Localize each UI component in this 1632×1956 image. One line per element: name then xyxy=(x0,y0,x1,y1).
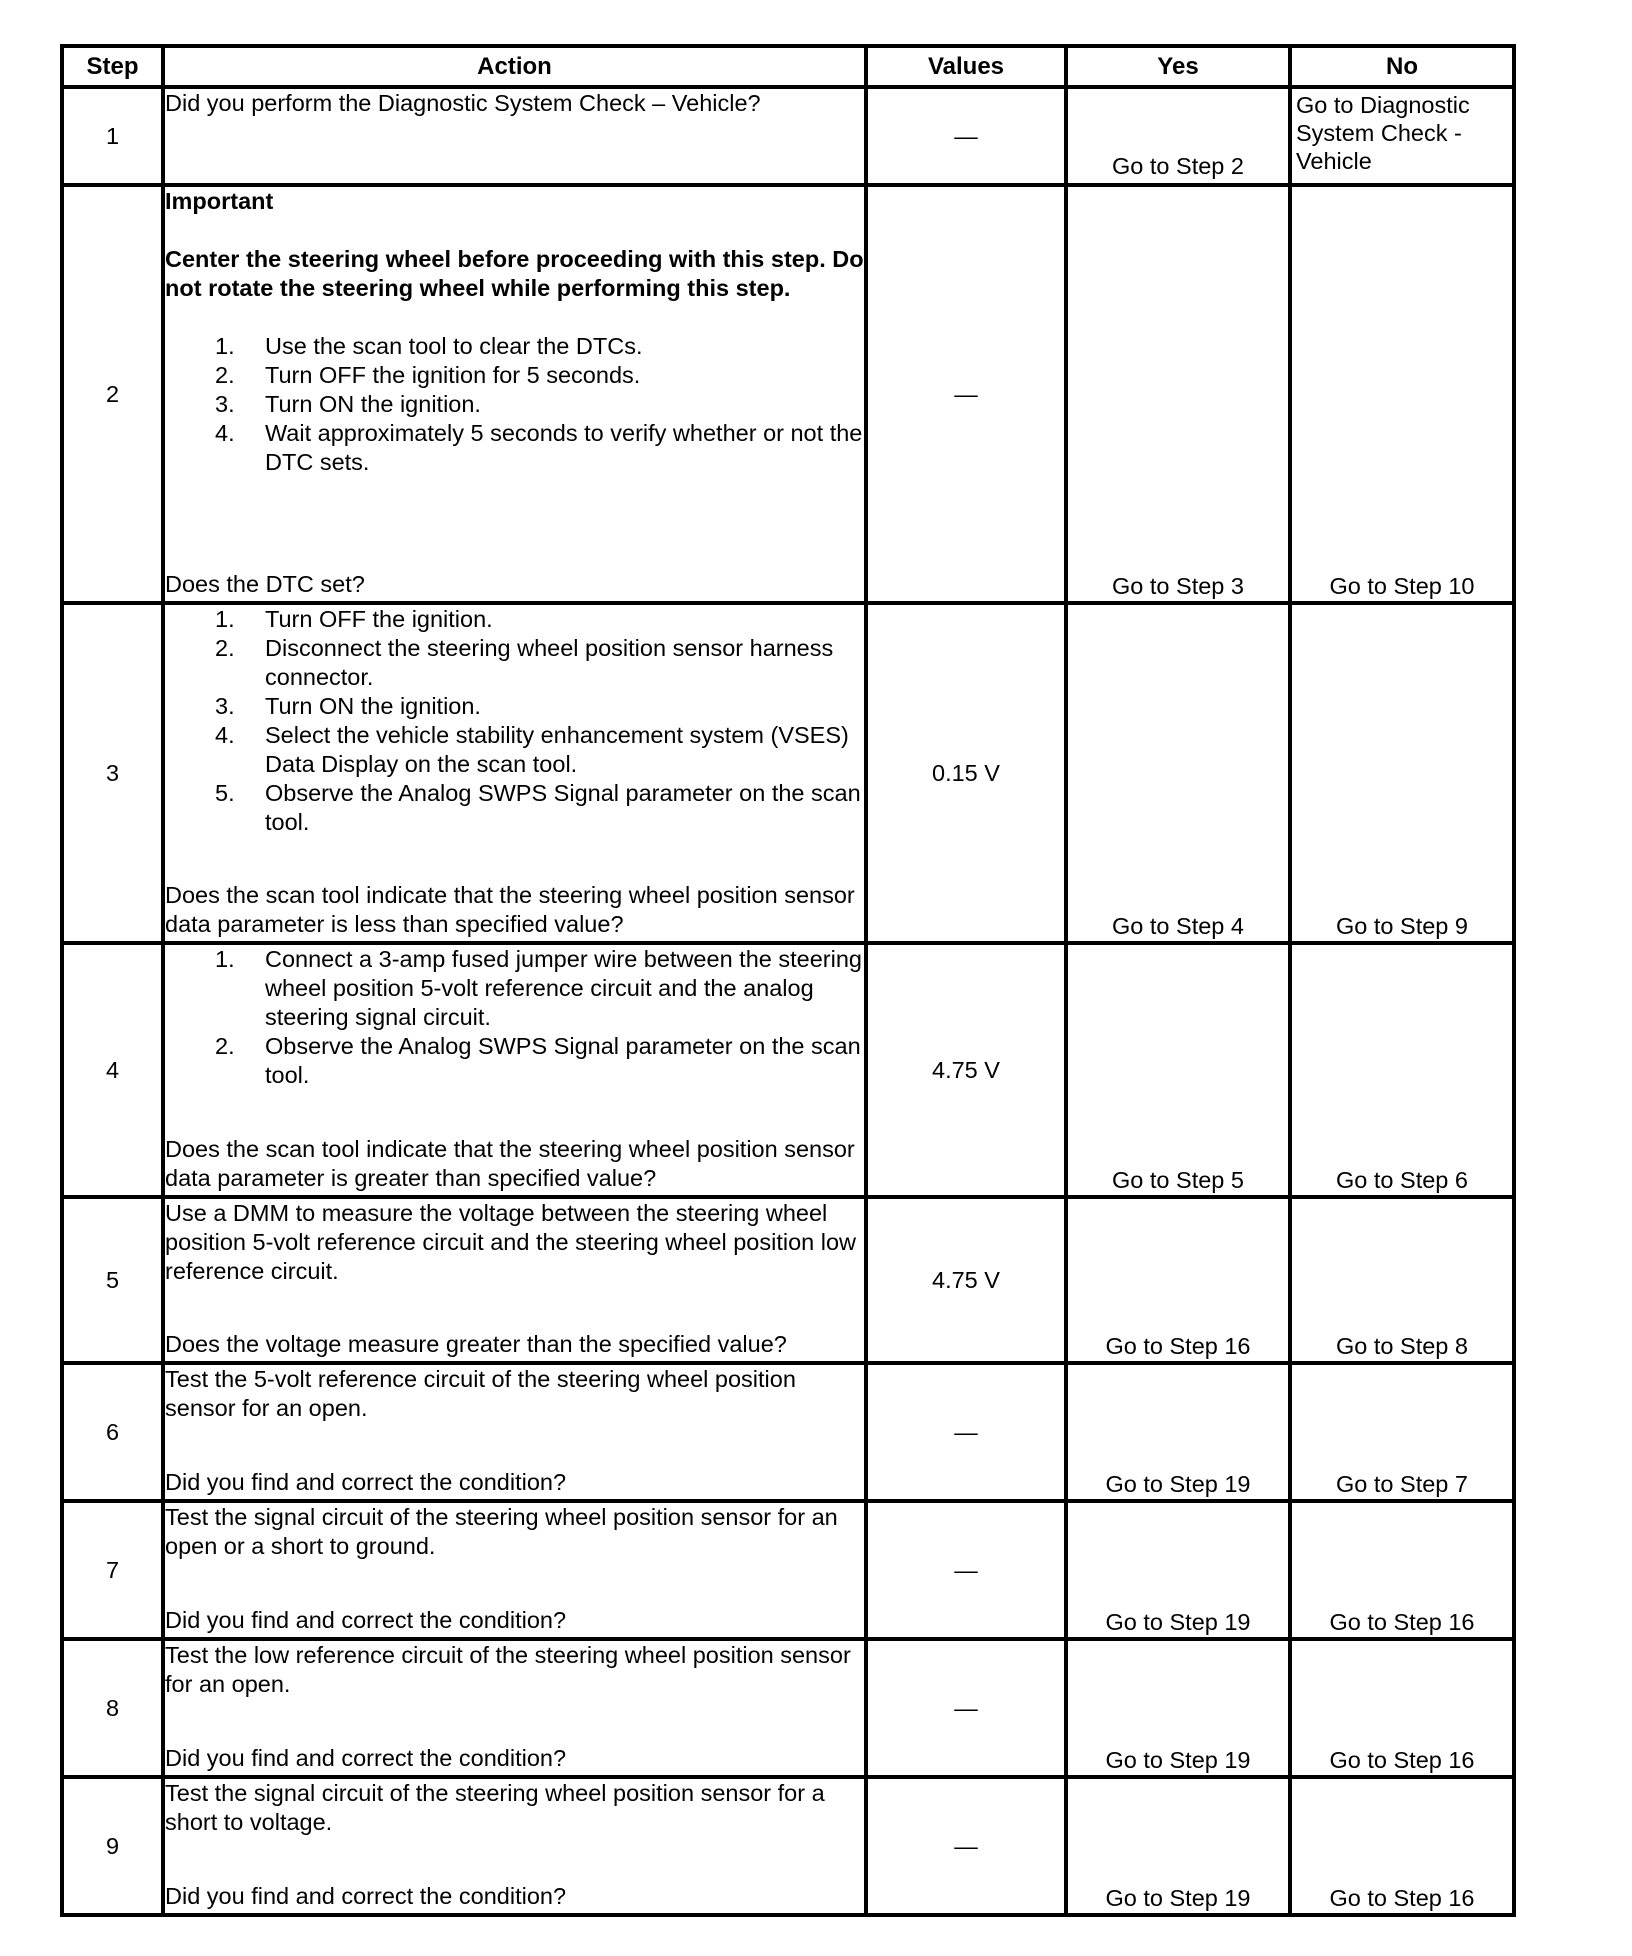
substep-text: Turn ON the ignition. xyxy=(265,693,481,719)
diagnostic-table xyxy=(60,44,1516,1917)
substep-text: Select the vehicle stability enhancement system (VSES) Data Display on the scan tool. xyxy=(265,722,849,777)
yes-cell: Go to Step 2 xyxy=(1066,87,1290,185)
substep xyxy=(165,390,864,419)
header-values: Values xyxy=(866,46,1066,87)
table-row xyxy=(62,943,1514,1197)
yes-cell: Go to Step 19 xyxy=(1066,1363,1290,1501)
value-cell: — xyxy=(866,1777,1066,1915)
important-text: Center the steering wheel before proceeding with this step. Do not rotate the steering wheel while performing this step. xyxy=(165,246,864,301)
substep-list xyxy=(165,605,864,837)
action-text: Test the low reference circuit of the steering wheel position sensor for an open. xyxy=(165,1642,851,1697)
question-text: Does the scan tool indicate that the steering wheel position sensor data parameter is greater than specified value? xyxy=(165,1136,855,1191)
substep xyxy=(165,692,864,721)
table-row xyxy=(62,1777,1514,1915)
question-text: Does the DTC set? xyxy=(165,571,365,597)
no-cell: Go to Step 7 xyxy=(1290,1363,1514,1501)
no-cell: Go to Step 16 xyxy=(1290,1639,1514,1777)
header-action: Action xyxy=(163,46,866,87)
substep xyxy=(165,1032,864,1090)
substep xyxy=(165,779,864,837)
question-text: Did you find and correct the condition? xyxy=(165,1745,567,1771)
table-row xyxy=(62,185,1514,603)
substep-list xyxy=(165,945,864,1090)
action-text: Use a DMM to measure the voltage between the steering wheel position 5-volt reference circuit and the steering wheel position low reference circuit. xyxy=(165,1200,857,1284)
value-cell: — xyxy=(866,1501,1066,1639)
value-cell: 4.75 V xyxy=(866,1197,1066,1363)
header-yes: Yes xyxy=(1066,46,1290,87)
action-text: Test the signal circuit of the steering wheel position sensor for a short to voltage. xyxy=(165,1780,825,1835)
step-number: 4 xyxy=(62,943,163,1197)
question-text: Did you find and correct the condition? xyxy=(165,1469,567,1495)
yes-cell: Go to Step 19 xyxy=(1066,1777,1290,1915)
value-cell: — xyxy=(866,1363,1066,1501)
substep-number: 1. xyxy=(215,606,235,632)
table-row xyxy=(62,87,1514,185)
table-row xyxy=(62,1639,1514,1777)
action-cell xyxy=(163,1501,866,1639)
substep xyxy=(165,361,864,390)
yes-cell: Go to Step 16 xyxy=(1066,1197,1290,1363)
table-row xyxy=(62,1197,1514,1363)
action-cell xyxy=(163,1777,866,1915)
substep-text: Disconnect the steering wheel position sensor harness connector. xyxy=(265,635,834,690)
substep-number: 2. xyxy=(215,635,235,661)
no-cell: Go to Step 10 xyxy=(1290,185,1514,603)
no-cell: Go to Step 6 xyxy=(1290,943,1514,1197)
substep-number: 1. xyxy=(215,946,235,972)
header-no: No xyxy=(1290,46,1514,87)
table-row xyxy=(62,603,1514,943)
substep-text: Observe the Analog SWPS Signal parameter on the scan tool. xyxy=(265,780,861,835)
substep-number: 3. xyxy=(215,391,235,417)
action-cell xyxy=(163,603,866,943)
no-cell: Go to Diagnostic System Check - Vehicle xyxy=(1290,87,1514,185)
yes-cell: Go to Step 19 xyxy=(1066,1501,1290,1639)
substep xyxy=(165,332,864,361)
substep-text: Use the scan tool to clear the DTCs. xyxy=(265,333,643,359)
value-cell: — xyxy=(866,185,1066,603)
action-cell xyxy=(163,185,866,603)
substep xyxy=(165,419,864,477)
action-cell xyxy=(163,87,866,185)
step-number: 2 xyxy=(62,185,163,603)
action-cell xyxy=(163,1197,866,1363)
value-cell: — xyxy=(866,1639,1066,1777)
substep-number: 2. xyxy=(215,362,235,388)
step-number: 6 xyxy=(62,1363,163,1501)
no-cell: Go to Step 16 xyxy=(1290,1777,1514,1915)
substep-number: 5. xyxy=(215,780,235,806)
substep-text: Turn OFF the ignition for 5 seconds. xyxy=(265,362,641,388)
yes-cell: Go to Step 19 xyxy=(1066,1639,1290,1777)
substep xyxy=(165,945,864,1032)
step-number: 5 xyxy=(62,1197,163,1363)
step-number: 1 xyxy=(62,87,163,185)
action-cell xyxy=(163,1363,866,1501)
substep-number: 4. xyxy=(215,420,235,446)
action-text: Test the signal circuit of the steering wheel position sensor for an open or a short to ground. xyxy=(165,1504,838,1559)
header-row xyxy=(62,46,1514,87)
action-cell xyxy=(163,1639,866,1777)
action-text: Test the 5-volt reference circuit of the steering wheel position sensor for an open. xyxy=(165,1366,796,1421)
table-row xyxy=(62,1501,1514,1639)
no-cell: Go to Step 9 xyxy=(1290,603,1514,943)
step-number: 9 xyxy=(62,1777,163,1915)
question-text: Does the voltage measure greater than the specified value? xyxy=(165,1331,787,1357)
value-cell: 4.75 V xyxy=(866,943,1066,1197)
step-number: 7 xyxy=(62,1501,163,1639)
question-text: Did you find and correct the condition? xyxy=(165,1883,567,1909)
value-cell: 0.15 V xyxy=(866,603,1066,943)
substep-number: 2. xyxy=(215,1033,235,1059)
step-number: 8 xyxy=(62,1639,163,1777)
table-row xyxy=(62,1363,1514,1501)
yes-cell: Go to Step 3 xyxy=(1066,185,1290,603)
yes-cell: Go to Step 5 xyxy=(1066,943,1290,1197)
substep-text: Turn OFF the ignition. xyxy=(265,606,493,632)
question-text: Does the scan tool indicate that the steering wheel position sensor data parameter is less than specified value? xyxy=(165,882,855,937)
substep-text: Wait approximately 5 seconds to verify whether or not the DTC sets. xyxy=(265,420,863,475)
value-cell: — xyxy=(866,87,1066,185)
substep-text: Connect a 3-amp fused jumper wire between the steering wheel position 5-volt reference circuit and the analog steering signal circuit. xyxy=(265,946,862,1030)
step-number: 3 xyxy=(62,603,163,943)
substep-number: 1. xyxy=(215,333,235,359)
header-step: Step xyxy=(62,46,163,87)
substep-number: 3. xyxy=(215,693,235,719)
substep-text: Turn ON the ignition. xyxy=(265,391,481,417)
substep xyxy=(165,634,864,692)
substep xyxy=(165,721,864,779)
yes-cell: Go to Step 4 xyxy=(1066,603,1290,943)
substep-text: Observe the Analog SWPS Signal parameter on the scan tool. xyxy=(265,1033,861,1088)
substep-number: 4. xyxy=(215,722,235,748)
action-cell xyxy=(163,943,866,1197)
question-text: Did you find and correct the condition? xyxy=(165,1607,567,1633)
substep-list xyxy=(165,332,864,477)
substep xyxy=(165,605,864,634)
action-text: Did you perform the Diagnostic System Check – Vehicle? xyxy=(165,90,761,116)
important-heading: Important xyxy=(165,188,274,214)
no-cell: Go to Step 8 xyxy=(1290,1197,1514,1363)
no-cell: Go to Step 16 xyxy=(1290,1501,1514,1639)
